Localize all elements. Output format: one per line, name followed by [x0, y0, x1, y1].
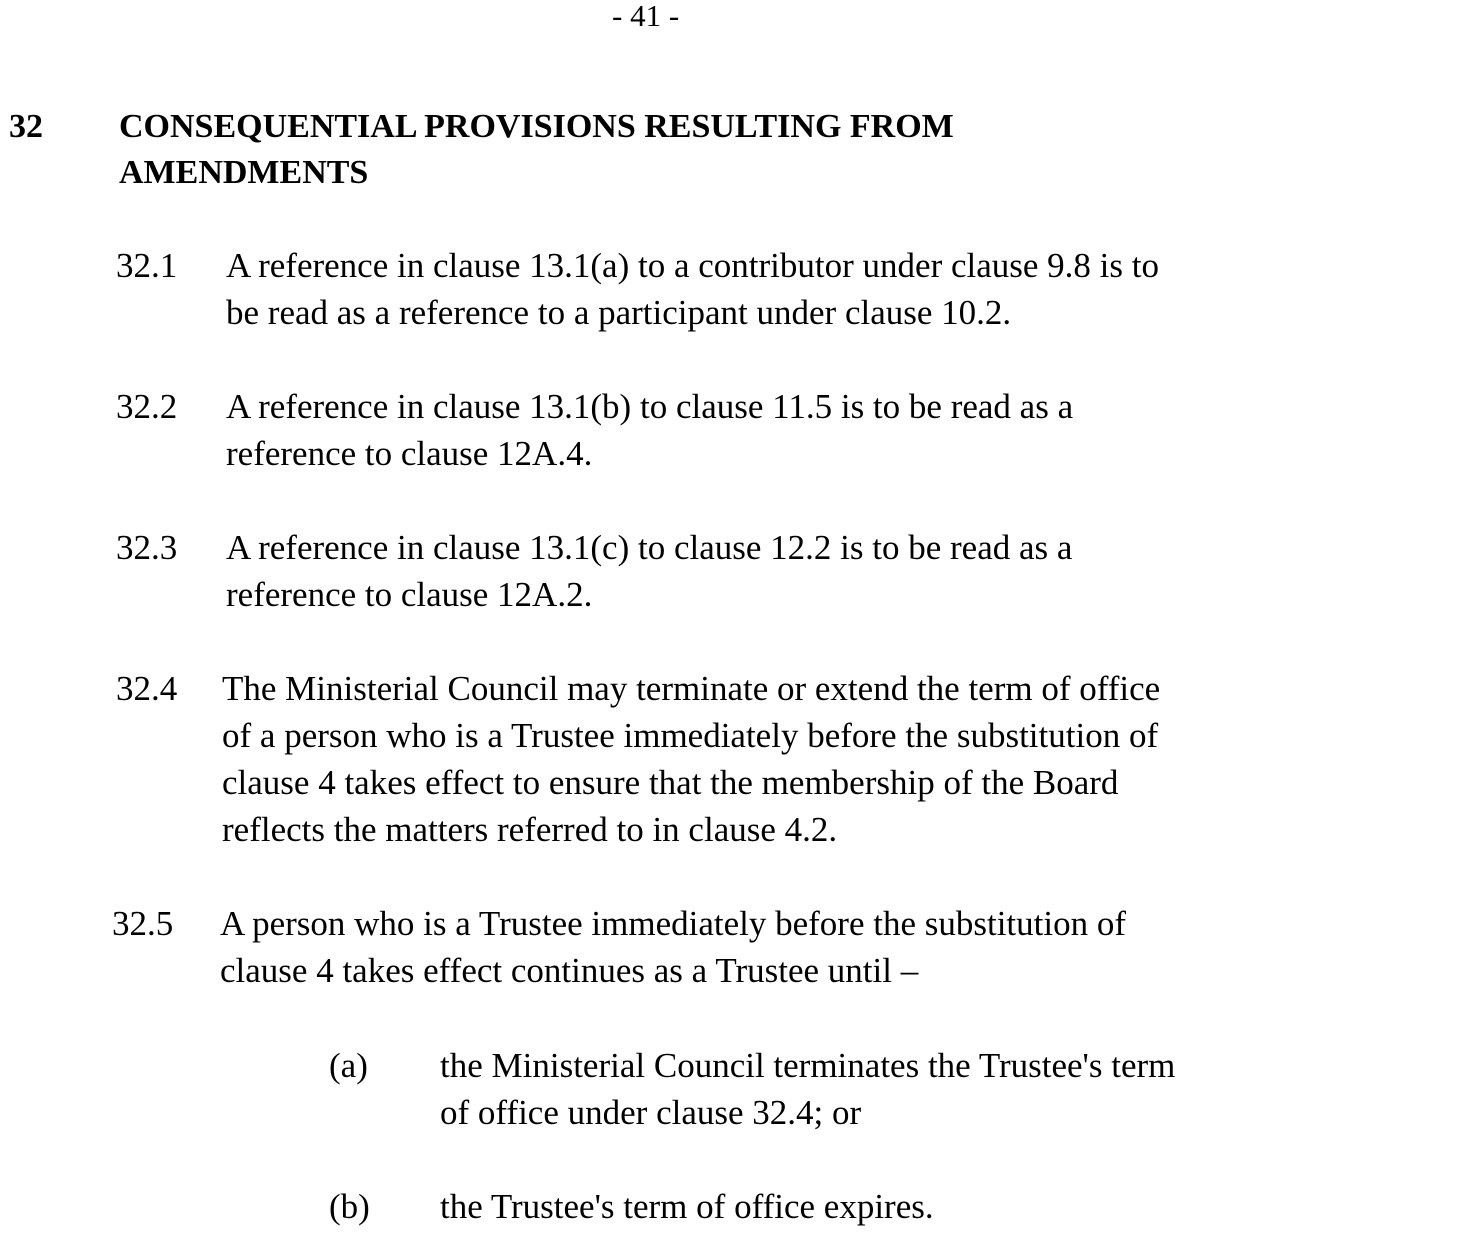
subclause-text: the Ministerial Council terminates the Trustee's term of office under clause 32.4; or: [440, 1046, 1176, 1132]
subclause-label: (b): [329, 1187, 370, 1226]
clause-text: A reference in clause 13.1(c) to clause 12.2 is to be read as a reference to clause 12A.2.: [226, 528, 1073, 614]
clause-number: 32.4: [116, 669, 178, 708]
section-title-line-2: AMENDMENTS: [119, 154, 369, 191]
clause-number: 32.1: [116, 246, 178, 285]
subclause-label: (a): [329, 1046, 368, 1085]
clause-number: 32.2: [116, 387, 178, 426]
section-number: 32: [9, 108, 43, 145]
page-number: - 41 -: [612, 0, 680, 33]
clause-number: 32.5: [112, 904, 174, 943]
clause-text: A reference in clause 13.1(a) to a contributor under clause 9.8 is to be read as a reference to a participant under clause 10.2.: [226, 246, 1159, 332]
section-title-line-1: CONSEQUENTIAL PROVISIONS RESULTING FROM: [119, 108, 954, 145]
clause-text: The Ministerial Council may terminate or extend the term of office of a person who is a Trustee immediately before the substitution of clause 4 takes effect to ensure that the membership of the Board reflects the matters referred to in clause 4.2.: [222, 669, 1161, 849]
clause-text: A person who is a Trustee immediately before the substitution of clause 4 takes effect continues as a Trustee until –: [220, 904, 1127, 990]
subclause-text: the Trustee's term of office expires.: [440, 1187, 934, 1226]
clause-text: A reference in clause 13.1(b) to clause 11.5 is to be read as a reference to clause 12A.4.: [226, 387, 1074, 473]
clause-number: 32.3: [116, 528, 178, 567]
section-title: [119, 104, 1199, 196]
